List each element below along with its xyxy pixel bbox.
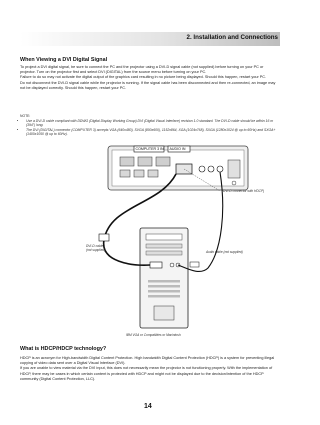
pc-caption: IBM VGA or Compatibles or Macintosh — [126, 333, 181, 337]
dvi-cable-callout: DVI-D cable (not supplied) — [86, 244, 106, 253]
paragraph: HDCP is an acronym for High-bandwidth Digital Content Protection. High bandwidth Digital Content Protection (HDCP) is a system for preventing illegal copying of video data sent over a Digital Visual Interface (DVI). — [20, 356, 275, 366]
section-title-hdcp: What is HDCP/HDCP technology? — [20, 346, 107, 352]
page-number: 14 — [144, 403, 152, 410]
dvi-connector-callout: (DVI-D connector with HDCP) — [222, 189, 265, 193]
computer3-in-label: COMPUTER 3 IN — [135, 146, 164, 151]
audio-cable-callout: Audio cable (not supplied) — [206, 250, 243, 254]
paragraph: Do not disconnect the DVI-D signal cable while the projector is running. If the signal cable has been disconnected and then re-connected, an image may not be displayed correctly. Should this happen, restart your PC. — [20, 80, 276, 90]
audio-in-label: AUDIO IN — [169, 146, 186, 151]
chapter-title: 2. Installation and Connections — [186, 34, 278, 41]
paragraph: Failure to do so may not activate the digital output of the graphics card resulting in no picture being displayed. Should this happen, restart your PC. — [20, 75, 267, 80]
note-item: • The DVI (DIGITAL) connector (COMPUTER 3) accepts VGA (640x480), SVGA (800x600), 1152x864, XGA (1024x768), SXGA (1280x1024 @ up to 60Hz) and SXGA+ (1400x1050 @ up to 60Hz). — [26, 128, 280, 137]
pc-tower — [140, 228, 188, 328]
section-title-dvi: When Viewing a DVI Digital Signal — [20, 57, 108, 63]
paragraph: To project a DVI digital signal, be sure to connect the PC and the projector using a DVI-D signal cable (not supplied) before turning on your PC or projector. Turn on the projector first and select DVI (DIGITAL) from the source menu before turning on your PC. — [20, 65, 264, 75]
projector-rear-panel — [108, 146, 248, 190]
section-body-hdcp — [20, 356, 280, 382]
note-heading: NOTE: — [20, 114, 31, 118]
note-item: • Use a DVI-D cable compliant with DDWG (Digital Display Working Group) DVI (Digital Visual Interface) revision 1.0 standard. The DVI-D cable should be within 16 m (394") long. — [26, 119, 280, 128]
paragraph: If you are unable to view material via the DVI input, this does not necessarily mean the projector is not functioning properly. With the implementation of HDCP, there may be cases in which certain content is protected with HDCP and might not be displayed due to the decision/intention of the HDCP community (Digital Content Protection, LLC). — [20, 366, 273, 381]
